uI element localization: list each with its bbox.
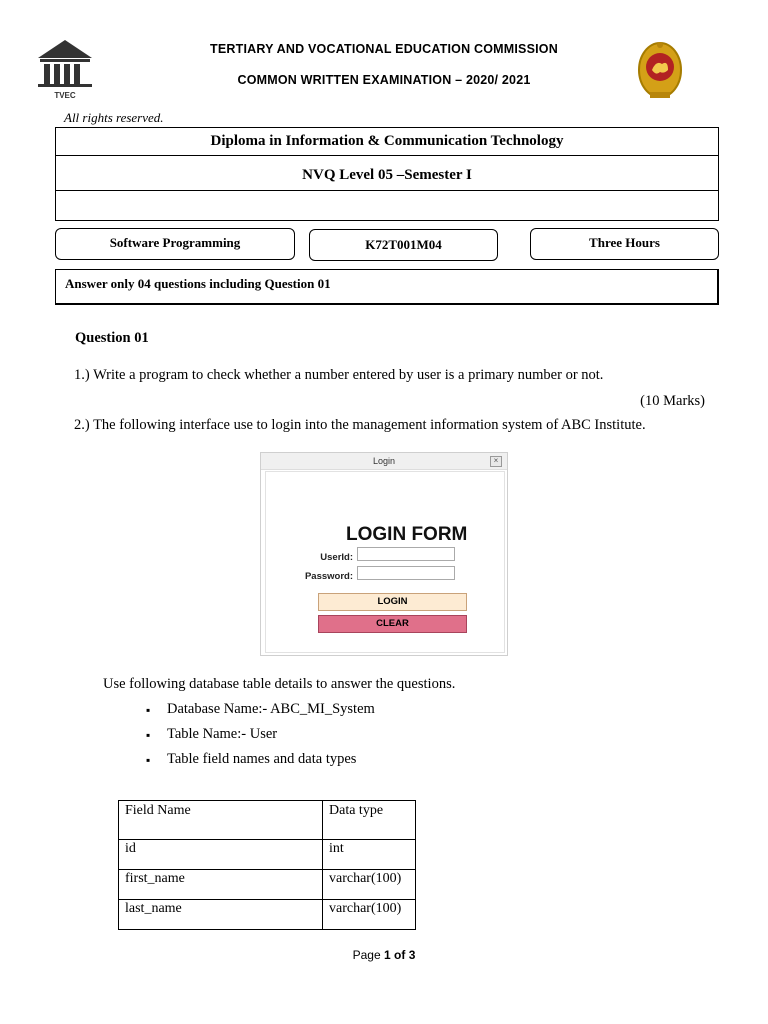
blank-box [55, 190, 719, 221]
rights-text: All rights reserved. [64, 110, 164, 125]
page-label: Page [352, 948, 381, 962]
window-title: Login [261, 453, 507, 470]
table-row [119, 900, 416, 930]
db-intro: Use following database table details to answer the questions. [103, 676, 456, 692]
bullet-icon: ▪ [146, 728, 151, 742]
table-cell: id [119, 840, 323, 870]
password-input[interactable] [357, 566, 455, 580]
list-item: Table Name:- User [167, 726, 278, 742]
instruction-box [55, 269, 719, 305]
level-box [55, 155, 719, 191]
list-item: Database Name:- ABC_MI_System [167, 701, 375, 717]
table-header-row [119, 801, 416, 840]
login-form [265, 471, 505, 653]
question-1-marks: (10 Marks) [640, 393, 705, 409]
question-1: 1.) Write a program to check whether a number entered by user is a primary number or not. [74, 367, 604, 383]
course-title-box [55, 127, 719, 156]
table-cell: varchar(100) [323, 900, 416, 930]
logo-text: TVEC [54, 91, 76, 100]
duration-label: Three Hours [589, 235, 660, 250]
user-table [118, 800, 416, 930]
module-label: Software Programming [109, 235, 241, 250]
login-window [260, 452, 508, 656]
page-footer [0, 948, 768, 962]
course-title: Diploma in Information & Communication Technology [210, 133, 564, 149]
table-cell: last_name [119, 900, 323, 930]
commission-name: TERTIARY AND VOCATIONAL EDUCATION COMMISSION [210, 42, 558, 56]
module-code [309, 229, 498, 261]
question-2: 2.) The following interface use to login into the management information system of ABC Institute. [74, 417, 646, 433]
duration [530, 228, 719, 260]
module-name [55, 228, 295, 260]
question-heading: Question 01 [75, 330, 149, 346]
exam-title: COMMON WRITTEN EXAMINATION – 2020/ 2021 [237, 73, 531, 87]
bullet-icon: ▪ [146, 703, 151, 717]
userid-label: UserId: [320, 552, 353, 563]
table-row [119, 840, 416, 870]
password-label: Password: [304, 571, 353, 582]
clear-button[interactable]: CLEAR [318, 615, 467, 633]
close-icon[interactable]: × [490, 456, 502, 467]
login-form-title: LOGIN FORM [346, 524, 468, 545]
table-row [119, 870, 416, 900]
page-number: 1 [383, 948, 391, 962]
page-total: 3 [408, 948, 416, 962]
login-button[interactable]: LOGIN [318, 593, 467, 611]
table-cell: int [323, 840, 416, 870]
bullet-icon: ▪ [146, 753, 151, 767]
page-of: of [394, 948, 406, 962]
table-cell: first_name [119, 870, 323, 900]
header-cell: Field Name [119, 801, 323, 840]
instruction-text: Answer only 04 questions including Question 01 [65, 276, 331, 291]
header-cell: Data type [323, 801, 416, 840]
table-cell: varchar(100) [323, 870, 416, 900]
level-title: NVQ Level 05 –Semester I [302, 167, 472, 183]
code-label: K72T001M04 [365, 237, 442, 252]
list-item: Table field names and data types [167, 751, 357, 767]
userid-input[interactable] [357, 547, 455, 561]
